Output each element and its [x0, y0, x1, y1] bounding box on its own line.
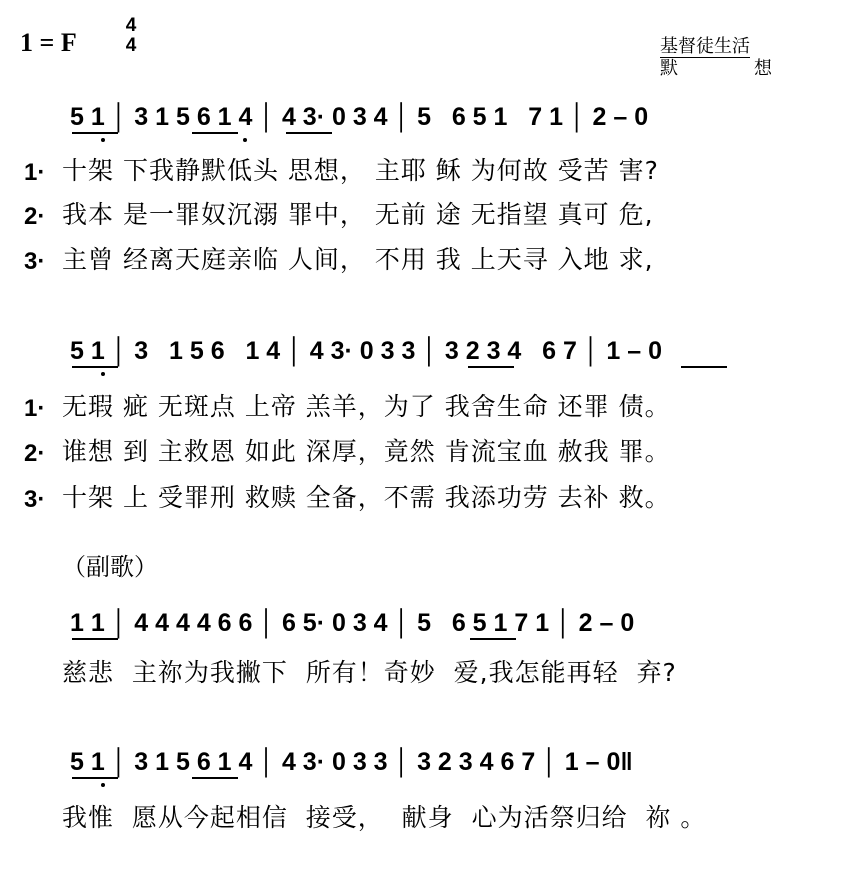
notation-line-1: 5 1 │ 3 1 5 6 1 4 │ 4 3· 0 3 4 │ 5 6 5 1 7 1 │ 2 – 0: [70, 103, 649, 131]
notation-line-3: 1 1 │ 4 4 4 4 6 6 │ 6 5· 0 3 4 │ 5 6 5 1 7 1 │ 2 – 0: [70, 609, 635, 637]
lyric-line: 十架 下我静默低头 思想， 主耶 稣 为何故 受苦 害?: [62, 156, 659, 185]
underline-beam: [72, 777, 118, 779]
time-signature: [120, 16, 142, 56]
underline-beam: [681, 366, 727, 368]
lyric-line: 十架 上 受罪刑 救赎 全备，不需 我添功劳 去补 救。: [62, 483, 671, 512]
notation-line-2: 5 1 │ 3 1 5 6 1 4 │ 4 3· 0 3 3 │ 3 2 3 4 6 7 │ 1 – 0: [70, 337, 663, 365]
verse-number: 3·: [24, 486, 46, 513]
underline-beam: [468, 366, 514, 368]
source-label: 基督徒生活: [660, 36, 750, 57]
lyric-line: 主曾 经离天庭亲临 人间， 不用 我 上天寻 入地 求,: [62, 245, 654, 274]
song-title-char-2: 想: [754, 58, 772, 79]
key-signature: 1 = F: [20, 28, 77, 57]
lyric-line: 谁想 到 主救恩 如此 深厚，竟然 肯流宝血 赦我 罪。: [62, 437, 671, 466]
time-signature-top: 4: [125, 15, 137, 36]
underline-beam: [72, 638, 118, 640]
underline-beam: [192, 132, 238, 134]
underline-beam: [72, 366, 118, 368]
lyric-line: 慈悲 主祢为我撇下 所有！奇妙 爱,我怎能再轻 弃?: [62, 658, 677, 687]
underline-beam: [72, 132, 118, 134]
low-octave-dot: [101, 138, 105, 142]
song-title: [660, 60, 772, 78]
underline-beam: [192, 777, 238, 779]
low-octave-dot: [101, 372, 105, 376]
song-title-char-1: 默: [660, 58, 678, 79]
low-octave-dot: [101, 783, 105, 787]
time-signature-bottom: 4: [125, 35, 137, 56]
verse-number: 2·: [24, 440, 46, 467]
verse-number: 3·: [24, 248, 46, 275]
underline-beam: [286, 132, 332, 134]
verse-number: 1·: [24, 159, 46, 186]
verse-number: 2·: [24, 203, 46, 230]
verse-number: 1·: [24, 395, 46, 422]
notation-line-4: 5 1 │ 3 1 5 6 1 4 │ 4 3· 0 3 3 │ 3 2 3 4 6 7 │ 1 – 0‖: [70, 748, 633, 776]
lyric-line: 我惟 愿从今起相信 接受， 献身 心为活祭归给 祢 。: [62, 803, 707, 832]
underline-beam: [470, 638, 516, 640]
lyric-line: 我本 是一罪奴沉溺 罪中， 无前 途 无指望 真可 危,: [62, 200, 654, 229]
lyric-line: 无瑕 疵 无斑点 上帝 羔羊，为了 我舍生命 还罪 债。: [62, 392, 671, 421]
low-octave-dot: [243, 138, 247, 142]
chorus-label: （副歌）: [62, 553, 158, 581]
